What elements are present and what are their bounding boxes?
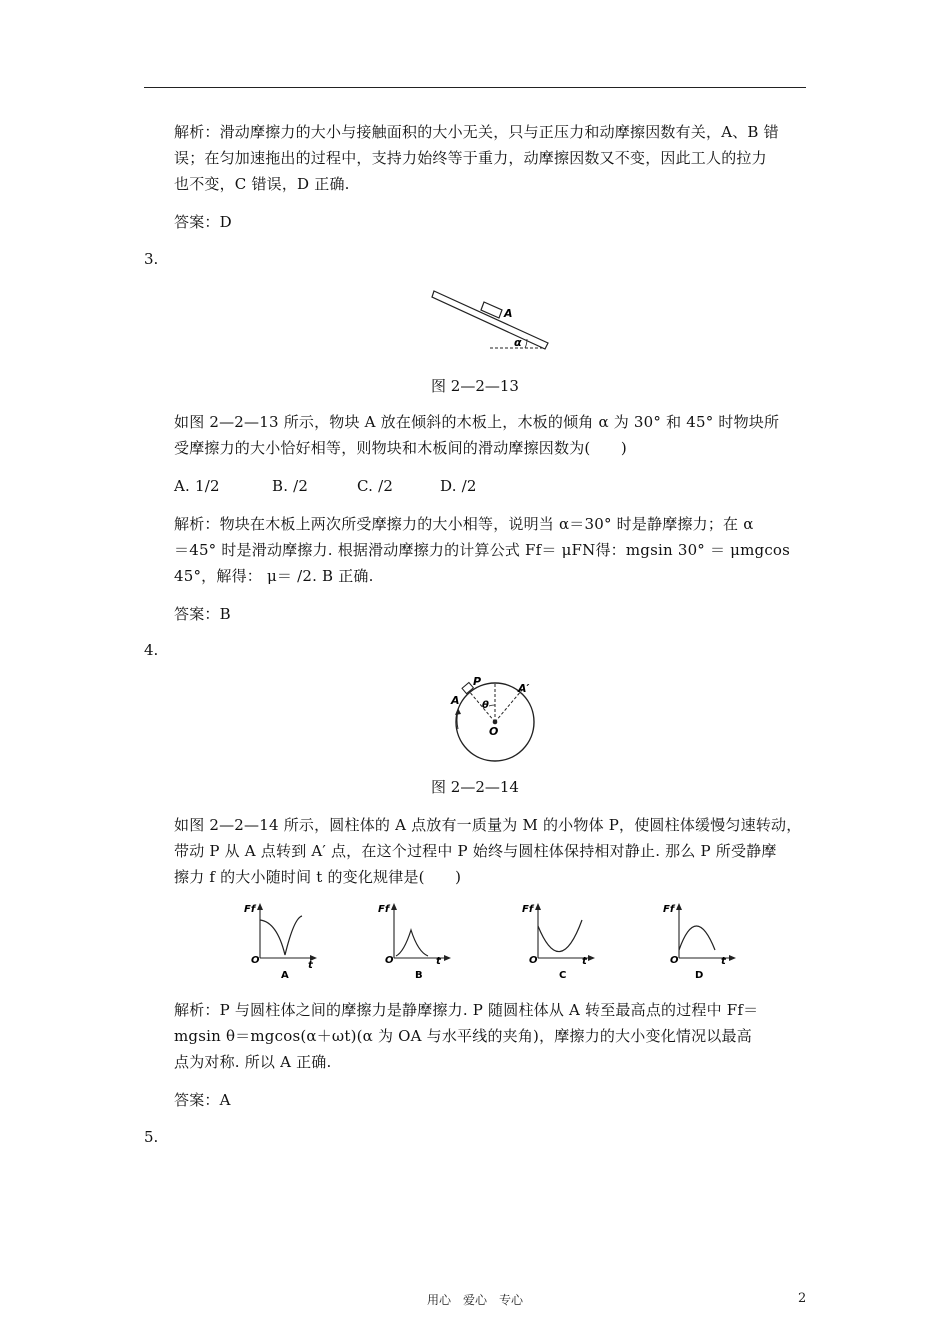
axis-label-ff: Ff xyxy=(522,904,534,915)
q2-analysis-line-2: 误；在匀加速拖出的过程中，支持力始终等于重力，动摩擦因数又不变，因此工人的拉力 xyxy=(174,149,767,167)
q4-stem-line-2: 带动 P 从 A 点转到 A′ 点，在这个过程中 P 始终与圆柱体保持相对静止. 那么 P 所受静摩 xyxy=(174,842,777,860)
page-number: 2 xyxy=(798,1291,807,1306)
axis-label-t: t xyxy=(308,960,313,971)
q3-analysis-line-1: 解析：物块在木板上两次所受摩擦力的大小相等，说明当 α＝30° 时是静摩擦力；在 α xyxy=(174,515,754,533)
q3-stem-line-1: 如图 2—2—13 所示，物块 A 放在倾斜的木板上，木板的倾角 α 为 30° 和 45° 时物块所 xyxy=(174,413,780,431)
graph-option-b xyxy=(376,900,456,982)
q2-analysis-line-1: 解析：滑动摩擦力的大小与接触面积的大小无关，只与正压力和动摩擦因数有关，A、B 错 xyxy=(174,123,779,141)
footer-motto: 用心 爱心 专心 xyxy=(426,1293,523,1307)
q3-answer: 答案：B xyxy=(174,605,231,623)
rotation-arrowhead xyxy=(455,708,461,715)
q3-analysis-line-3: 45°，解得： μ＝ /2. B 正确. xyxy=(174,567,374,585)
label-p: P xyxy=(473,675,482,688)
q3-option-d: D. /2 xyxy=(440,477,477,495)
q3-number: 3. xyxy=(144,250,159,268)
graph-label-b: B xyxy=(415,970,423,981)
axis-label-t: t xyxy=(721,956,726,967)
graph-label-a: A xyxy=(281,970,289,981)
curve-d xyxy=(679,926,715,950)
q4-stem-line-1: 如图 2—2—14 所示，圆柱体的 A 点放有一质量为 M 的小物体 P，使圆柱体缓慢匀速转动， xyxy=(174,816,802,834)
q3-option-b: B. /2 xyxy=(272,477,309,495)
theta-arc xyxy=(489,705,495,706)
graph-option-d xyxy=(661,900,741,982)
q4-analysis-line-1: 解析：P 与圆柱体之间的摩擦力是静摩擦力. P 随圆柱体从 A 转至最高点的过程中 Ff＝ xyxy=(174,1001,759,1019)
q5-number: 5. xyxy=(144,1128,159,1146)
label-theta: θ xyxy=(482,700,489,711)
curve-b xyxy=(396,930,428,956)
q2-answer: 答案：D xyxy=(174,213,232,231)
origin-label: O xyxy=(251,955,260,966)
q2-analysis-line-3: 也不变，C 错误，D 正确. xyxy=(174,175,350,193)
origin-label: O xyxy=(670,955,679,966)
figure-cylinder xyxy=(445,675,545,767)
origin-label: O xyxy=(385,955,394,966)
graph-label-d: D xyxy=(695,970,704,981)
q3-stem-line-2: 受摩擦力的大小恰好相等，则物块和木板间的滑动摩擦因数为( ) xyxy=(174,439,627,457)
q3-option-c: C. /2 xyxy=(357,477,394,495)
q4-answer: 答案：A xyxy=(174,1091,231,1109)
q4-number: 4. xyxy=(144,641,159,659)
origin-label: O xyxy=(529,955,538,966)
curve-c xyxy=(538,920,582,952)
graph-option-c xyxy=(520,900,600,982)
axis-label-t: t xyxy=(582,956,587,967)
label-o: O xyxy=(489,725,499,738)
label-a: A xyxy=(451,694,460,707)
q4-stem-line-3: 擦力 f 的大小随时间 t 的变化规律是( ) xyxy=(174,868,462,886)
figure-inclined-plane xyxy=(428,285,553,355)
label-a-prime: A′ xyxy=(518,682,530,695)
axis-label-t: t xyxy=(436,956,441,967)
axis-label-ff: Ff xyxy=(378,904,390,915)
q3-option-a: A. 1/2 xyxy=(174,477,220,495)
label-a: A xyxy=(504,307,513,320)
graph-option-a xyxy=(242,900,322,982)
curve-a xyxy=(260,916,302,955)
q3-analysis-line-2: ＝45° 时是滑动摩擦力. 根据滑动摩擦力的计算公式 Ff＝ μFN得：mgsin 30° ＝ μmgcos xyxy=(174,541,791,559)
q4-figure-caption: 图 2—2—14 xyxy=(431,778,519,796)
inclined-board xyxy=(432,291,548,349)
q4-analysis-line-2: mgsin θ＝mgcos(α＋ωt)(α 为 OA 与水平线的夹角)，摩擦力的大小变化情况以最高 xyxy=(174,1027,752,1045)
q4-analysis-line-3: 点为对称. 所以 A 正确. xyxy=(174,1053,332,1071)
object-p xyxy=(462,682,473,693)
header-rule xyxy=(144,87,806,88)
q3-figure-caption: 图 2—2—13 xyxy=(431,377,519,395)
axis-label-ff: Ff xyxy=(244,904,256,915)
axis-label-ff: Ff xyxy=(663,904,675,915)
graph-label-c: C xyxy=(559,970,567,981)
center-dot xyxy=(493,720,498,725)
label-alpha: α xyxy=(514,336,522,349)
